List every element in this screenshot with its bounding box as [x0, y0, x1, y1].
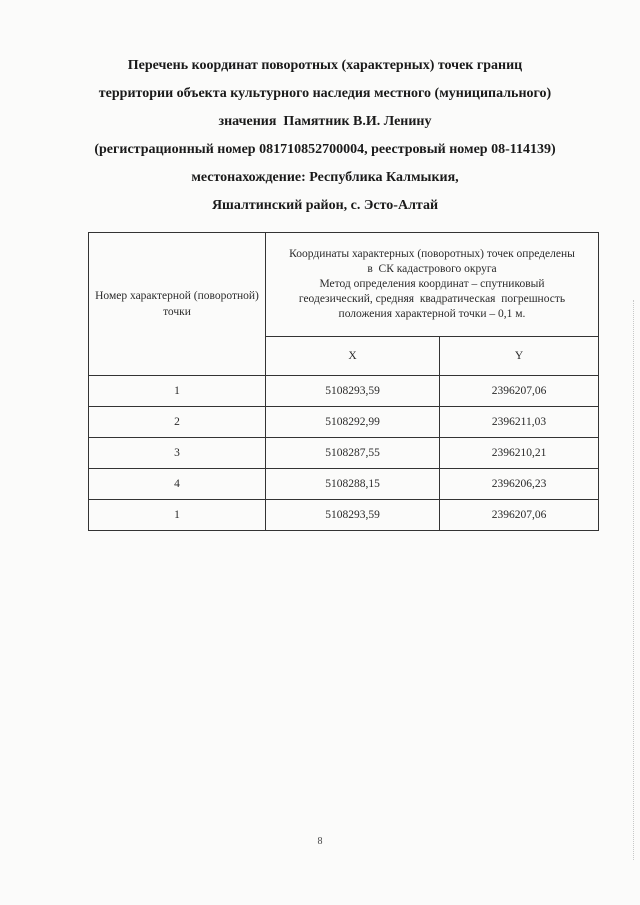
y-coordinate-cell: 2396206,23: [440, 469, 599, 500]
heading-line-4: (регистрационный номер 081710852700004, реестровый номер 08-114139): [94, 142, 556, 157]
x-coordinate-cell: 5108288,15: [266, 469, 440, 500]
y-coordinate-cell: 2396210,21: [440, 438, 599, 469]
table-row: [89, 500, 599, 531]
y-coordinate-cell: 2396207,06: [440, 500, 599, 531]
y-coordinate-cell: 2396207,06: [440, 376, 599, 407]
coords-header-line-5: положения характерной точки – 0,1 м.: [338, 308, 526, 320]
x-coordinate-cell: 5108292,99: [266, 407, 440, 438]
y-coordinate-cell: 2396211,03: [440, 407, 599, 438]
coords-header-line-4: геодезический, средняя квадратическая погрешность: [298, 293, 566, 305]
coords-header-line-3: Метод определения координат – спутниковый: [319, 278, 545, 290]
heading-line-1: Перечень координат поворотных (характерных) точек границ: [127, 58, 523, 73]
table-row: [89, 407, 599, 438]
table-row: [89, 438, 599, 469]
document-heading: [60, 52, 590, 220]
heading-line-3: значения Памятник В.И. Ленину: [218, 114, 432, 129]
point-number-cell: 2: [89, 407, 266, 438]
coords-header-line-2: в СК кадастрового округа: [367, 263, 497, 275]
table-row: [89, 469, 599, 500]
heading-line-2: территории объекта культурного наследия местного (муниципального): [98, 86, 552, 101]
y-column-header: Y: [440, 337, 599, 376]
coords-header-line-1: Координаты характерных (поворотных) точек определены: [289, 248, 575, 260]
scan-edge-divider: [632, 300, 634, 860]
table-row: [89, 376, 599, 407]
coordinates-description-header: [266, 233, 599, 337]
x-coordinate-cell: 5108293,59: [266, 500, 440, 531]
x-coordinate-cell: 5108287,55: [266, 438, 440, 469]
table-header-row: [89, 233, 599, 337]
point-number-cell: 4: [89, 469, 266, 500]
point-number-cell: 1: [89, 500, 266, 531]
point-number-header: Номер характерной (поворотной) точки: [89, 233, 266, 376]
point-number-cell: 3: [89, 438, 266, 469]
heading-line-5: местонахождение: Республика Калмыкия,: [191, 170, 459, 185]
coordinates-table: [88, 232, 599, 531]
x-coordinate-cell: 5108293,59: [266, 376, 440, 407]
heading-line-6: Яшалтинский район, с. Эсто-Алтай: [211, 198, 439, 213]
page-number: 8: [317, 836, 323, 847]
x-column-header: X: [266, 337, 440, 376]
point-number-cell: 1: [89, 376, 266, 407]
